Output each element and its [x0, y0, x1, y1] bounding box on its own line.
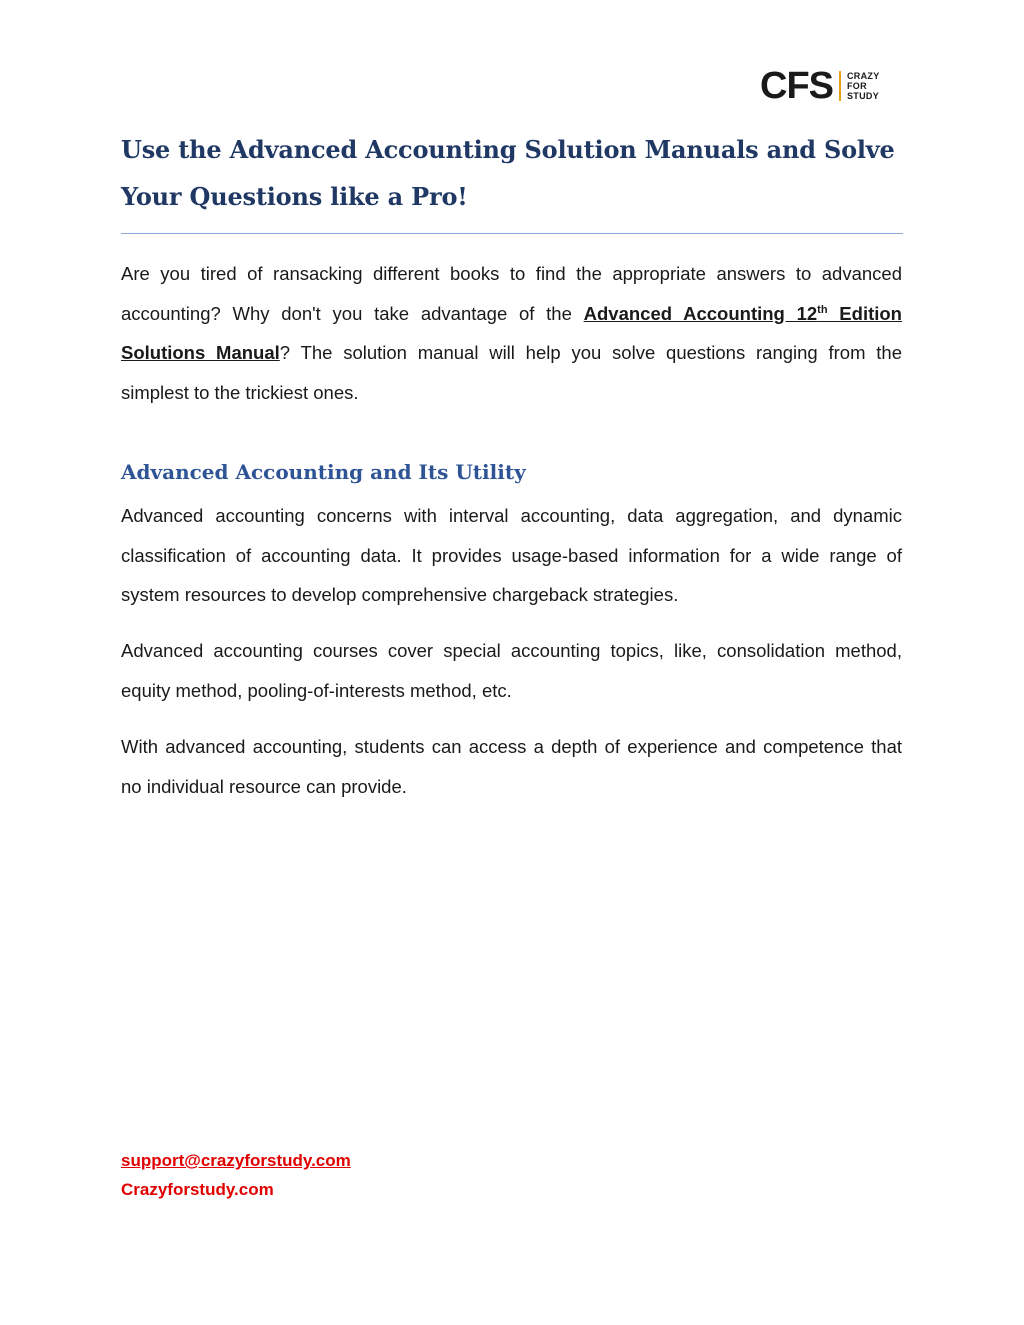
link-text: Advanced Accounting 12	[583, 302, 818, 324]
link-text: Edition Solutions Manual	[121, 302, 902, 363]
footer-site-name: Crazyforstudy.com	[121, 1180, 274, 1199]
logo-divider	[839, 71, 841, 101]
page-title: Use the Advanced Accounting Solution Manuals and Solve Your Questions like a Pro!	[121, 135, 895, 211]
cfs-logo	[760, 65, 880, 107]
logo-mark: CFS	[760, 65, 833, 107]
intro-paragraph	[121, 254, 902, 412]
logo-word: CRAZY	[847, 71, 880, 81]
body-paragraph: Advanced accounting courses cover special accounting topics, like, consolidation method, equity method, pooling-of-interests method, etc.	[121, 640, 902, 701]
link-superscript: th	[817, 303, 828, 316]
logo-wordmark	[847, 71, 880, 101]
intro-text: Are you tired of ransacking different books to find the appropriate answers to advanced accounting? Why don't you take advantage of the	[121, 263, 902, 324]
body-paragraph: With advanced accounting, students can access a depth of experience and competence that no individual resource can provide.	[121, 736, 902, 797]
title-divider	[121, 233, 903, 234]
intro-text: ? The solution manual will help you solve questions ranging from the simplest to the trickiest ones.	[121, 342, 903, 403]
support-email-link[interactable]: support@crazyforstudy.com	[121, 1151, 351, 1170]
body-paragraph: Advanced accounting concerns with interval accounting, data aggregation, and dynamic classification of accounting data. It provides usage-based information for a wide range of system resources to develop comprehensive chargeback strategies.	[121, 505, 902, 605]
logo-word: FOR	[847, 81, 867, 91]
section-heading: Advanced Accounting and Its Utility	[121, 460, 526, 484]
logo-word: STUDY	[847, 91, 880, 101]
